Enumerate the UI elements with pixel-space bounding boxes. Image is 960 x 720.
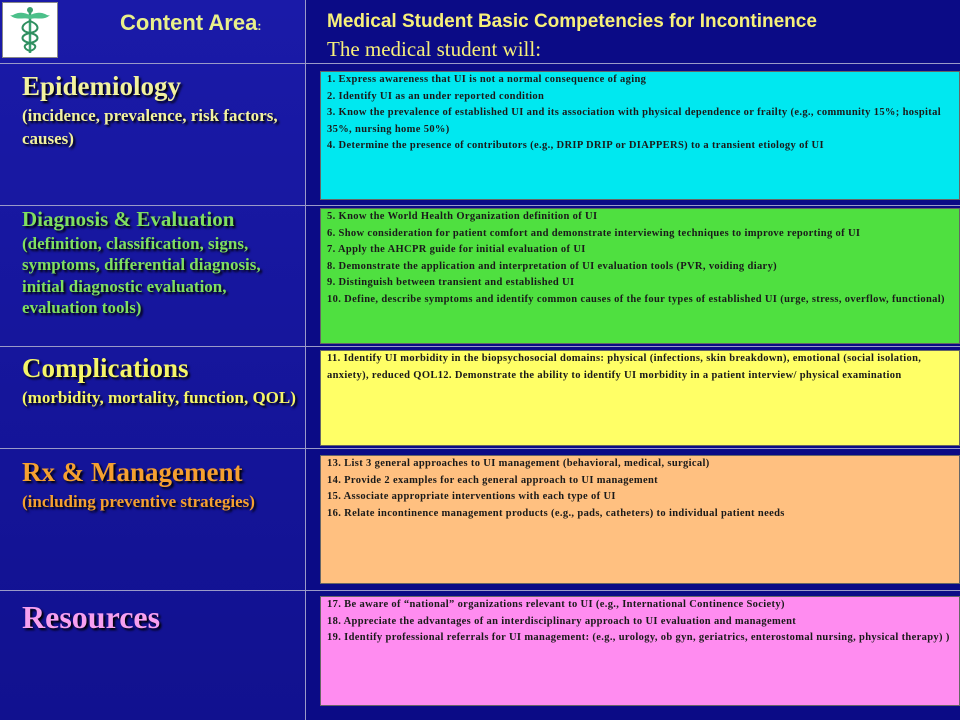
row-divider xyxy=(0,63,960,64)
competency-item: 1. Express awareness that UI is not a normal consequence of aging xyxy=(327,74,647,85)
caduceus-logo xyxy=(2,2,58,58)
category-subtitle: (morbidity, mortality, function, QOL) xyxy=(22,387,296,407)
competency-item: 11. Identify UI morbidity in the biopsychosocial domains: physical (infections, skin breakdown), emotional (social isolation, anxiety), reduced QOL12. Demonstrate the ability to identify UI morbidity in a patient interview/ physical examination xyxy=(327,353,922,381)
competency-box-resources xyxy=(320,596,960,706)
row-divider xyxy=(0,205,960,206)
competency-item: 3. Know the prevalence of established UI and its association with physical dependence or frailty (e.g., community 15%; hospital 35%, nursing home 50%) xyxy=(327,107,941,135)
competency-item: 15. Associate appropriate interventions with each type of UI xyxy=(327,491,616,503)
content-area-header xyxy=(120,10,261,36)
competency-box-epidemiology xyxy=(320,71,960,200)
category-title: Epidemiology xyxy=(22,71,182,101)
competency-item: 17. Be aware of “national” organizations relevant to UI (e.g., International Continence Society) xyxy=(327,599,785,610)
category-title: Diagnosis & Evaluation xyxy=(22,207,235,231)
content-area-title: Content Area xyxy=(120,10,258,35)
content-area-colon: : xyxy=(257,19,262,33)
row-divider xyxy=(0,448,960,449)
competency-box-rx-management xyxy=(320,455,960,584)
competencies-subtitle: The medical student will: xyxy=(327,37,542,61)
category-subtitle: (including preventive strategies) xyxy=(22,491,255,511)
competency-box-diagnosis-evaluation xyxy=(320,208,960,344)
category-resources xyxy=(22,600,302,635)
competency-box-complications xyxy=(320,350,960,446)
competency-item: 5. Know the World Health Organization definition of UI xyxy=(327,211,598,222)
competency-item: 8. Demonstrate the application and interpretation of UI evaluation tools (PVR, voiding diary) xyxy=(327,260,778,272)
competency-item: 10. Define, describe symptoms and identify common causes of the four types of established UI (urge, stress, overflow, functional) xyxy=(327,293,945,305)
category-title: Resources xyxy=(22,599,161,635)
category-rx-management xyxy=(22,458,302,513)
competency-item: 6. Show consideration for patient comfort and demonstrate interviewing techniques to improve reporting of UI xyxy=(327,227,861,239)
competencies-title: Medical Student Basic Competencies for Incontinence xyxy=(327,11,817,32)
category-subtitle: (incidence, prevalence, risk factors, causes) xyxy=(22,105,278,149)
caduceus-icon xyxy=(8,5,52,55)
competency-item: 16. Relate incontinence management products (e.g., pads, catheters) to individual patient needs xyxy=(327,507,785,519)
row-divider xyxy=(0,346,960,347)
category-title: Rx & Management xyxy=(22,457,243,487)
competency-item: 4. Determine the presence of contributors (e.g., DRIP DRIP or DIAPPERS) to a transient etiology of UI xyxy=(327,140,824,152)
competency-item: 14. Provide 2 examples for each general approach to UI management xyxy=(327,474,659,486)
category-title: Complications xyxy=(22,353,189,383)
category-epidemiology xyxy=(22,72,302,151)
competency-item: 19. Identify professional referrals for UI management: (e.g., urology, ob gyn, geriatrics, enterostomal nursing, physical therapy) ) xyxy=(327,632,950,644)
category-diagnosis-evaluation xyxy=(22,208,302,318)
row-divider xyxy=(0,590,960,591)
category-subtitle: (definition, classification, signs, symptoms, differential diagnosis, initial diagnostic evaluation, evaluation tools) xyxy=(22,234,261,317)
competency-item: 9. Distinguish between transient and established UI xyxy=(327,277,575,289)
column-divider xyxy=(305,0,306,720)
competency-item: 18. Appreciate the advantages of an interdisciplinary approach to UI evaluation and management xyxy=(327,615,797,627)
competency-item: 7. Apply the AHCPR guide for initial evaluation of UI xyxy=(327,244,586,256)
competency-item: 13. List 3 general approaches to UI management (behavioral, medical, surgical) xyxy=(327,458,710,469)
competency-item: 2. Identify UI as an under reported condition xyxy=(327,90,545,102)
category-complications xyxy=(22,354,302,409)
